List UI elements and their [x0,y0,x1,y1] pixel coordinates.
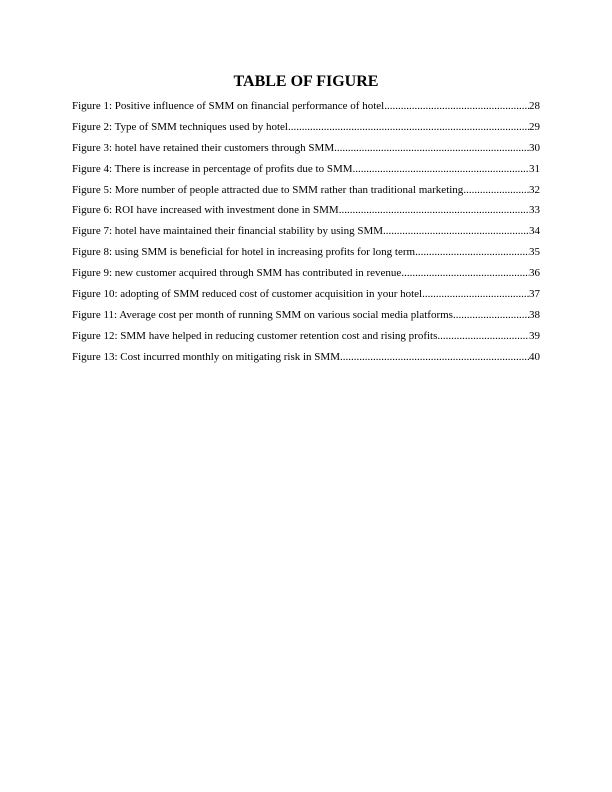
dot-leader [422,284,529,305]
toc-entry-page-number: 29 [529,120,540,133]
toc-entry-label: Figure 7: hotel have maintained their financial stability by using SMM [72,225,384,238]
toc-entry-7[interactable] [72,221,540,242]
toc-entry-5[interactable] [72,180,540,201]
toc-entry-page-number: 37 [529,288,540,301]
dot-leader [437,326,529,347]
toc-entry-page-number: 36 [529,267,540,280]
dot-leader [384,96,529,117]
toc-entry-1[interactable] [72,96,540,117]
toc-entry-label: Figure 6: ROI have increased with investment done in SMM [72,204,339,217]
toc-entry-label: Figure 4: There is increase in percentage of profits due to SMM [72,162,353,175]
toc-entry-page-number: 39 [529,329,540,342]
toc-entry-label: Figure 11: Average cost per month of running SMM on various social media platforms [72,308,453,321]
toc-entry-6[interactable] [72,200,540,221]
dot-leader [453,305,529,326]
table-of-figures-list [72,96,540,368]
toc-entry-13[interactable] [72,347,540,368]
toc-entry-page-number: 35 [529,246,540,259]
toc-entry-label: Figure 13: Cost incurred monthly on mitigating risk in SMM [72,350,340,363]
toc-entry-page-number: 33 [529,204,540,217]
dot-leader [334,138,529,159]
toc-entry-label: Figure 2: Type of SMM techniques used by hotel [72,120,288,133]
toc-entry-label: Figure 5: More number of people attracted due to SMM rather than traditional marketing [72,183,464,196]
toc-entry-page-number: 31 [529,162,540,175]
toc-entry-label: Figure 9: new customer acquired through SMM has contributed in revenue [72,267,402,280]
toc-entry-8[interactable] [72,242,540,263]
toc-entry-page-number: 30 [529,141,540,154]
dot-leader [415,242,529,263]
dot-leader [383,221,529,242]
page-title: TABLE OF FIGURE [233,73,379,90]
toc-entry-11[interactable] [72,305,540,326]
toc-entry-9[interactable] [72,263,540,284]
toc-entry-4[interactable] [72,159,540,180]
toc-entry-page-number: 28 [529,100,540,112]
toc-entry-label: Figure 12: SMM have helped in reducing customer retention cost and rising profits [72,329,438,342]
toc-entry-label: Figure 1: Positive influence of SMM on financial performance of hotel [72,100,385,112]
dot-leader [353,159,529,180]
toc-entry-12[interactable] [72,326,540,347]
dot-leader [288,117,529,138]
dot-leader [463,180,529,201]
toc-entry-page-number: 38 [529,308,540,321]
dot-leader [339,200,529,221]
toc-entry-3[interactable] [72,138,540,159]
toc-entry-page-number: 32 [529,183,540,196]
toc-entry-label: Figure 8: using SMM is beneficial for hotel in increasing profits for long term [72,246,416,259]
toc-entry-page-number: 34 [529,225,540,238]
toc-entry-label: Figure 10: adopting of SMM reduced cost of customer acquisition in your hotel [72,288,423,301]
dot-leader [340,347,529,368]
toc-entry-2[interactable] [72,117,540,138]
dot-leader [401,263,529,284]
toc-entry-page-number: 40 [529,350,540,363]
toc-entry-10[interactable] [72,284,540,305]
toc-entry-label: Figure 3: hotel have retained their customers through SMM [72,141,335,154]
